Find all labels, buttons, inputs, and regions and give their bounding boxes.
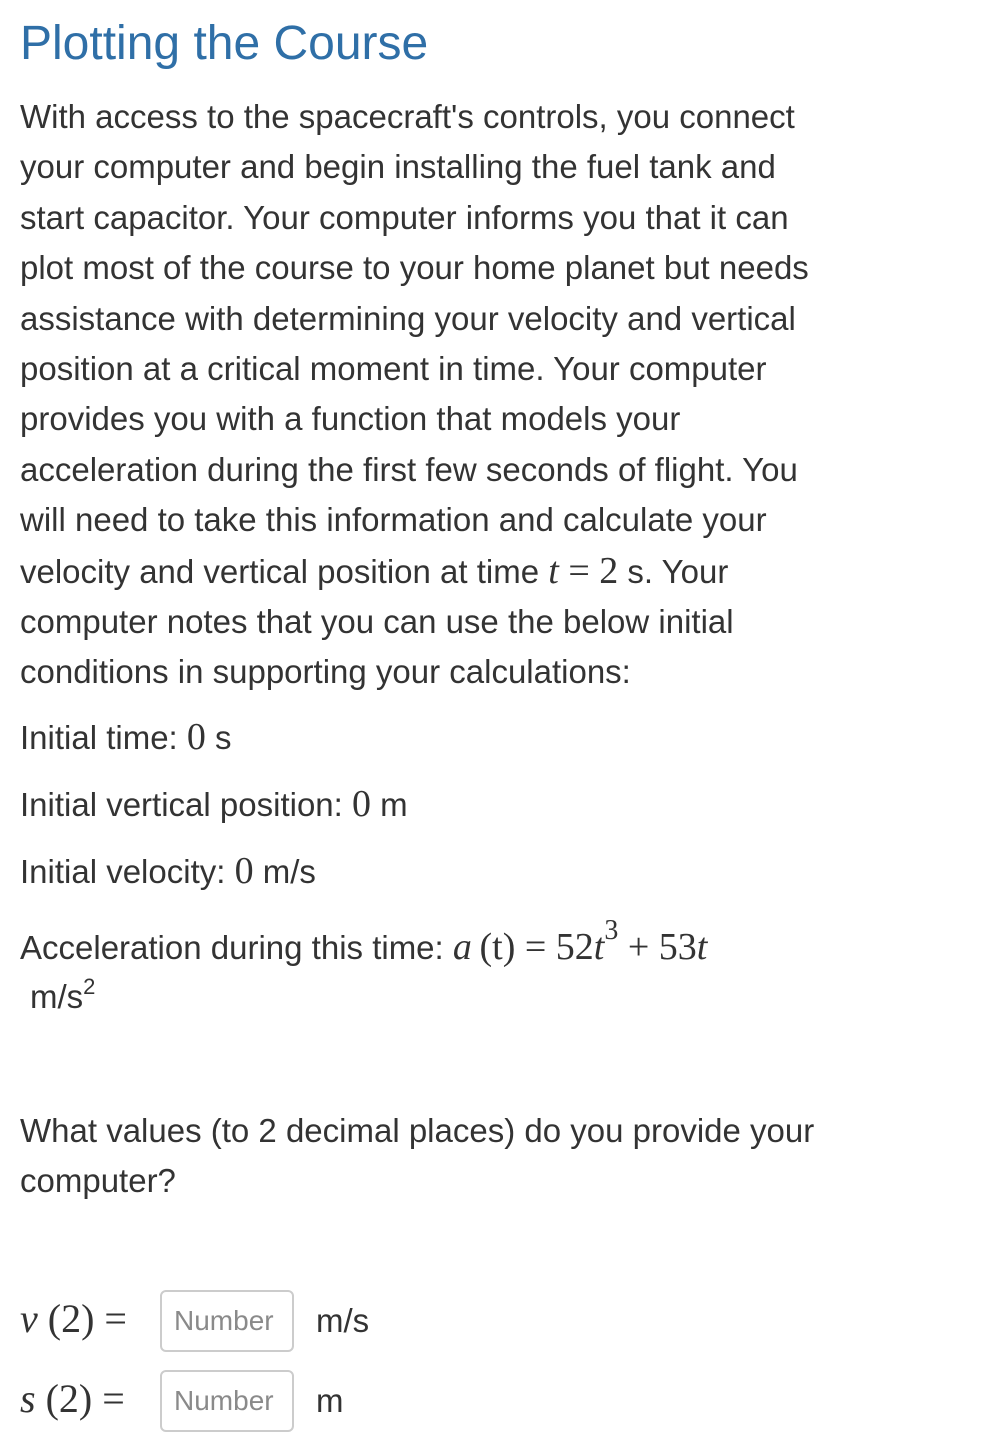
intro-time-line [20,546,920,597]
initial-position-value: 0 [351,783,371,825]
initial-position-unit: m [370,786,408,823]
initial-position-label: Initial vertical position: [20,786,352,823]
velocity-arg: (2) [37,1296,95,1341]
intro-line: will need to take this information and calculate your [20,501,767,539]
position-func: s [20,1376,36,1421]
intro-line: plot most of the course to your home planet but needs [20,249,809,287]
question-line: What values (to 2 decimal places) do you provide your [20,1112,815,1149]
intro-line: position at a critical moment in time. Your computer [20,350,767,388]
time-line-suffix: s. Your [618,552,729,590]
intro-paragraph [20,92,920,698]
acceleration-arg: (t) [479,926,516,968]
velocity-input[interactable] [160,1290,294,1352]
acceleration-eq: = 52 [515,926,594,968]
time-line-prefix: velocity and vertical position at time [20,552,549,590]
intro-line: acceleration during the first few seconds of flight. You [20,450,798,488]
position-unit: m [316,1382,344,1419]
initial-time-value: 0 [186,716,206,758]
acceleration-unit [30,972,95,1022]
initial-time-unit: s [205,719,232,756]
question-text [20,1106,940,1207]
velocity-eq: = [94,1296,127,1341]
position-arg: (2) [35,1376,93,1421]
time-variable: t [548,549,559,592]
initial-position-condition [20,782,408,827]
acceleration-rest: + 53 [618,926,697,968]
time-equation: = 2 [558,549,619,592]
position-answer-row [20,1370,620,1432]
acceleration-label: Acceleration during this time: [20,929,453,966]
velocity-answer-row [20,1290,620,1352]
initial-time-label: Initial time: [20,719,187,756]
intro-line: conditions in supporting your calculations: [20,653,631,691]
intro-line: start capacitor. Your computer informs you that it can [20,198,789,236]
acceleration-unit-exponent: 2 [83,974,96,999]
intro-line: With access to the spacecraft's controls, you connect [20,98,795,135]
intro-line: your computer and begin installing the fuel tank and [20,148,776,186]
initial-velocity-label: Initial velocity: [20,853,235,890]
acceleration-formula [452,915,708,968]
initial-velocity-condition [20,849,316,894]
time-math [548,550,618,592]
intro-line: assistance with determining your velocity and vertical [20,299,796,337]
initial-velocity-value: 0 [234,850,254,892]
velocity-label [20,1292,127,1346]
acceleration-rest-var: t [696,926,708,968]
velocity-unit: m/s [316,1302,370,1339]
initial-velocity-unit: m/s [253,853,316,890]
intro-line: computer notes that you can use the below initial [20,603,734,641]
acceleration-exponent: 3 [604,915,619,946]
acceleration-unit-base: m/s [30,978,84,1015]
page-title: Plotting the Course [20,17,429,70]
intro-line: provides you with a function that models your [20,400,681,438]
acceleration-func-name: a [452,926,472,968]
velocity-func: v [20,1296,38,1341]
acceleration-term-var: t [593,926,605,968]
acceleration-function [20,915,708,973]
position-label [20,1372,125,1426]
position-input[interactable] [160,1370,294,1432]
initial-time-condition [20,715,232,760]
position-eq: = [92,1376,125,1421]
question-line: computer? [20,1162,176,1200]
